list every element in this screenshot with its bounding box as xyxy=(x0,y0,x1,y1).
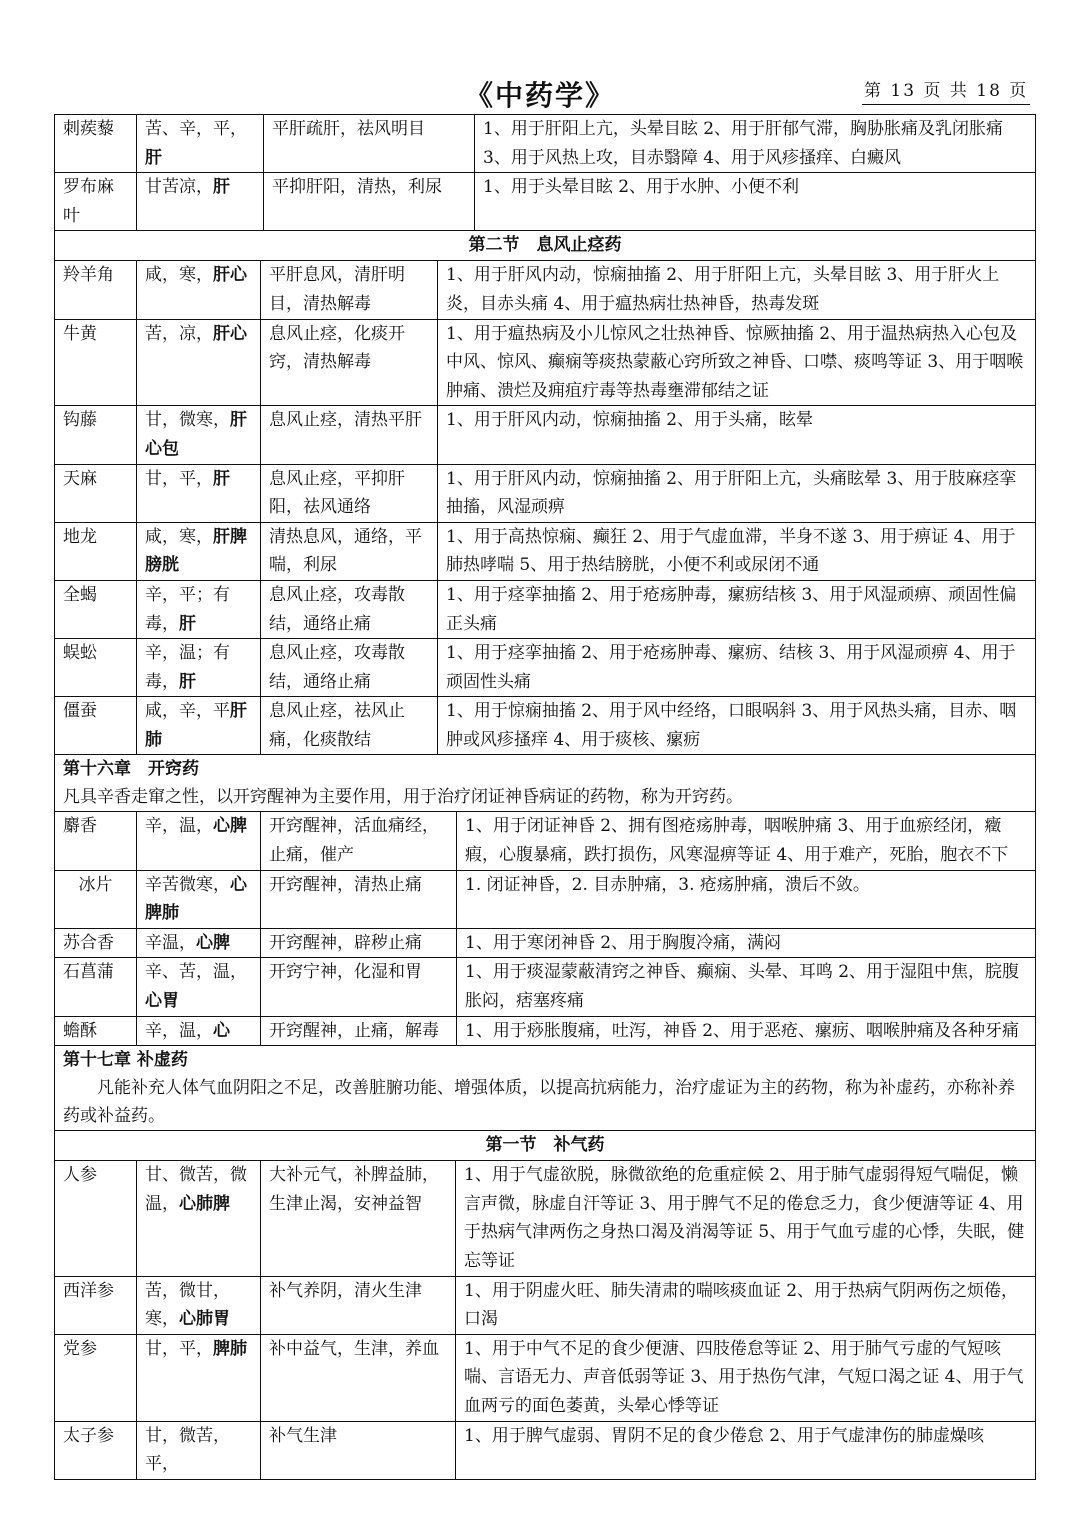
herb-table-buqi xyxy=(55,1161,1035,1480)
herb-usage: 1、用于痉挛抽搐 2、用于疮疡肿毒，瘰疬结核 3、用于风湿顽痹、顽固性偏正头痛 xyxy=(446,584,1017,634)
herb-usage: 1、用于肝风内动，惊痫抽搐 2、用于肝阳上亢，头晕目眩 3、用于肝火上炎，目赤头痛 4、用于瘟热病壮热神昏，热毒发斑 xyxy=(446,265,1000,314)
herb-property: 咸，寒，肝心 xyxy=(137,261,261,318)
herb-property: 苦，凉，肝心 xyxy=(137,320,261,406)
herb-document xyxy=(54,114,1036,1480)
herb-name: 蟾酥 xyxy=(55,1017,137,1046)
herb-effect: 大补元气，补脾益肺，生津止渴，安神益智 xyxy=(261,1161,456,1275)
herb-property: 辛，温，心脾 xyxy=(137,812,261,869)
herb-effect: 开窍宁神，化湿和胃 xyxy=(261,958,457,1015)
herb-name: 苏合香 xyxy=(55,929,137,958)
herb-name: 羚羊角 xyxy=(55,261,137,318)
chapter-heading: 第十七章 补虚药 xyxy=(63,1050,188,1071)
table-row xyxy=(55,406,1035,464)
herb-name: 人参 xyxy=(55,1161,137,1275)
herb-effect: 息风止痉，攻毒散结，通络止痛 xyxy=(261,581,438,638)
herb-table-xifeng xyxy=(55,261,1035,755)
chapter-description: 凡具辛香走窜之性，以开窍醒神为主要作用，用于治疗闭证神昏病证的药物，称为开窍药。 xyxy=(63,787,743,808)
herb-usage: 1、用于气虚欲脱，脉微欲绝的危重症候 2、用于肺气虚弱得短气喘促，懒言声微，脉虚自汗等证 3、用于脾气不足的倦怠乏力，食少便溏等证 4、用于热病气津两伤之身热口渴及消渴等证 5、用于气血亏虚的心悸，失眠，健忘等证 xyxy=(464,1165,1025,1271)
chapter-17-intro xyxy=(55,1046,1035,1131)
herb-usage: 1、用于头晕目眩 2、用于水肿、小便不利 xyxy=(483,177,800,198)
herb-effect: 清热息风，通络，平喘，利尿 xyxy=(261,523,438,580)
herb-usage: 1、用于寒闭神昏 2、用于胸腹冷痛，满闷 xyxy=(465,932,782,953)
herb-name: 刺蒺藜 xyxy=(55,115,137,172)
herb-usage: 1、用于肝风内动，惊痫抽搐 2、用于头痛，眩晕 xyxy=(446,410,814,431)
table-row xyxy=(55,173,1035,230)
table-row xyxy=(55,1161,1035,1276)
herb-table-kaiqiao xyxy=(55,812,1035,1046)
herb-property: 辛，温；有毒，肝 xyxy=(137,639,261,696)
herb-property: 辛，平；有毒，肝 xyxy=(137,581,261,638)
herb-effect: 息风止痉，祛风止痛，化痰散结 xyxy=(261,697,438,754)
table-row xyxy=(55,320,1035,407)
herb-property: 咸，寒，肝脾膀胱 xyxy=(137,523,261,580)
herb-usage: 1、用于高热惊痫、癫狂 2、用于气虚血滞，半身不遂 3、用于痹证 4、用于肺热哮喘 5、用于热结膀胱，小便不利或尿闭不通 xyxy=(446,526,1016,576)
herb-property: 辛苦微寒，心脾肺 xyxy=(137,871,261,928)
herb-usage: 1、用于肝阳上亢，头晕目眩 2、用于肝郁气滞，胸胁胀痛及乳闭胀痛 3、用于风热上攻，目赤翳障 4、用于风疹搔痒、白癜风 xyxy=(483,119,1004,168)
herb-usage: 1、用于肝风内动，惊痫抽搐 2、用于肝阳上亢，头痛眩晕 3、用于肢麻痉挛抽搐，风湿顽痹 xyxy=(446,468,1017,518)
herb-name: 牛黄 xyxy=(55,320,137,406)
table-row xyxy=(55,1017,1035,1046)
table-row xyxy=(55,929,1035,959)
herb-name: 麝香 xyxy=(55,812,137,869)
herb-name: 西洋参 xyxy=(55,1277,137,1334)
page-number: 第 13 页 共 18 页 xyxy=(862,76,1030,105)
table-row xyxy=(55,115,1035,173)
herb-usage: 1. 闭证神昏，2. 目赤肿痛，3. 疮疡肿痛，溃后不敛。 xyxy=(465,874,870,895)
herb-name: 天麻 xyxy=(55,465,137,522)
table-row xyxy=(55,465,1035,523)
table-row xyxy=(55,871,1035,929)
herb-usage: 1、用于闭证神昏 2、拥有图疮疡肿毒，咽喉肿痛 3、用于血瘀经闭，癥瘕，心腹暴痛，跌打损伤，风寒湿痹等证 4、用于难产，死胎，胞衣不下 xyxy=(465,816,1009,866)
herb-usage: 1、用于惊痫抽搐 2、用于风中经络，口眼㖞斜 3、用于风热头痛，目赤、咽肿或风疹搔痒 4、用于痰核、瘰疬 xyxy=(446,701,1017,750)
herb-property: 甘，微寒，肝心包 xyxy=(137,406,261,463)
herb-name: 全蝎 xyxy=(55,581,137,638)
section-heading-buqi: 第一节 补气药 xyxy=(55,1131,1035,1161)
herb-effect: 开窍醒神，止痛，解毒 xyxy=(261,1017,457,1046)
herb-name: 地龙 xyxy=(55,523,137,580)
table-row xyxy=(55,261,1035,319)
herb-name: 冰片 xyxy=(55,871,137,928)
table-row xyxy=(55,958,1035,1016)
chapter-16-intro xyxy=(55,755,1035,812)
herb-effect: 开窍醒神，辟秽止痛 xyxy=(261,929,457,958)
herb-property: 甘苦凉，肝 xyxy=(137,173,264,230)
herb-effect: 息风止痉，平抑肝阳，祛风通络 xyxy=(261,465,438,522)
herb-property: 甘，微苦，平， xyxy=(137,1422,261,1479)
herb-effect: 息风止痉，清热平肝 xyxy=(261,406,438,463)
herb-property: 咸，辛，平肝肺 xyxy=(137,697,261,754)
herb-property: 甘、微苦，微温，心肺脾 xyxy=(137,1161,261,1275)
chapter-heading: 第十六章 开窍药 xyxy=(63,759,199,780)
herb-name: 罗布麻叶 xyxy=(55,173,137,230)
herb-property: 苦，微甘，寒，心肺胃 xyxy=(137,1277,261,1334)
section-heading-xifeng: 第二节 息风止痉药 xyxy=(55,231,1035,261)
herb-effect: 补气生津 xyxy=(261,1422,456,1479)
herb-effect: 补中益气，生津，养血 xyxy=(261,1335,456,1421)
herb-effect: 平肝疏肝，祛风明目 xyxy=(264,115,475,172)
herb-usage: 1、用于痧胀腹痛，吐泻，神昏 2、用于恶疮、瘰疬、咽喉肿痛及各种牙痛 xyxy=(465,1020,1020,1041)
table-row xyxy=(55,1335,1035,1422)
herb-name: 蜈蚣 xyxy=(55,639,137,696)
herb-property: 苦、辛，平，肝 xyxy=(137,115,264,172)
herb-effect: 平肝息风，清肝明目，清热解毒 xyxy=(261,261,438,318)
table-row xyxy=(55,1422,1035,1479)
herb-usage: 1、用于中气不足的食少便溏、四肢倦怠等证 2、用于肺气亏虚的气短咳喘、言语无力、声音低弱等证 3、用于热伤气津，气短口渴之证 4、用于气血两亏的面色萎黄，头晕心悸等证 xyxy=(464,1338,1024,1416)
chapter-description: 凡能补充人体气血阴阳之不足，改善脏腑功能、增强体质，以提高抗病能力，治疗虚证为主的药物，称为补虚药，亦称补养药或补益药。 xyxy=(63,1078,1015,1127)
table-row xyxy=(55,812,1035,870)
herb-property: 甘，平，肝 xyxy=(137,465,261,522)
herb-effect: 开窍醒神，活血痛经，止痛，催产 xyxy=(261,812,457,869)
herb-usage: 1、用于瘟热病及小儿惊风之壮热神昏、惊厥抽搐 2、用于温热病热入心包及中风、惊风、癫痫等痰热蒙蔽心窍所致之神昏、口噤、痰鸣等证 3、用于咽喉肿痛、溃烂及痈疽疔毒等热毒壅滞郁结之证 xyxy=(446,323,1024,401)
herb-usage: 1、用于痰湿蒙蔽清窍之神昏、癫痫、头晕、耳鸣 2、用于湿阻中焦，脘腹胀闷，痞塞疼痛 xyxy=(465,962,1020,1012)
herb-property: 辛温，心脾 xyxy=(137,929,261,958)
herb-property: 甘，平，脾肺 xyxy=(137,1335,261,1421)
herb-usage: 1、用于脾气虚弱、胃阴不足的食少倦怠 2、用于气虚津伤的肺虚燥咳 xyxy=(464,1425,985,1446)
herb-effect: 平抑肝阳，清热，利尿 xyxy=(264,173,475,230)
herb-name: 石菖蒲 xyxy=(55,958,137,1015)
herb-property: 辛、苦，温，心胃 xyxy=(137,958,261,1015)
herb-effect: 息风止痉，攻毒散结，通络止痛 xyxy=(261,639,438,696)
herb-effect: 补气养阴，清火生津 xyxy=(261,1277,456,1334)
herb-name: 党参 xyxy=(55,1335,137,1421)
table-row xyxy=(55,697,1035,754)
table-row xyxy=(55,523,1035,581)
table-row xyxy=(55,1277,1035,1335)
herb-effect: 开窍醒神，清热止痛 xyxy=(261,871,457,928)
table-row xyxy=(55,639,1035,697)
document-title: 《中药学》 xyxy=(464,79,615,112)
table-row xyxy=(55,581,1035,639)
herb-property: 辛，温，心 xyxy=(137,1017,261,1046)
herb-name: 钩藤 xyxy=(55,406,137,463)
herb-table-pinggan xyxy=(55,115,1035,231)
herb-name: 太子参 xyxy=(55,1422,137,1479)
herb-effect: 息风止痉，化痰开窍，清热解毒 xyxy=(261,320,438,406)
herb-usage: 1、用于痉挛抽搐 2、用于疮疡肿毒、瘰疬、结核 3、用于风湿顽痹 4、用于顽固性头痛 xyxy=(446,643,1016,692)
herb-usage: 1、用于阴虚火旺、肺失清肃的喘咳痰血证 2、用于热病气阴两伤之烦倦，口渴 xyxy=(464,1280,1019,1330)
herb-name: 僵蚕 xyxy=(55,697,137,754)
